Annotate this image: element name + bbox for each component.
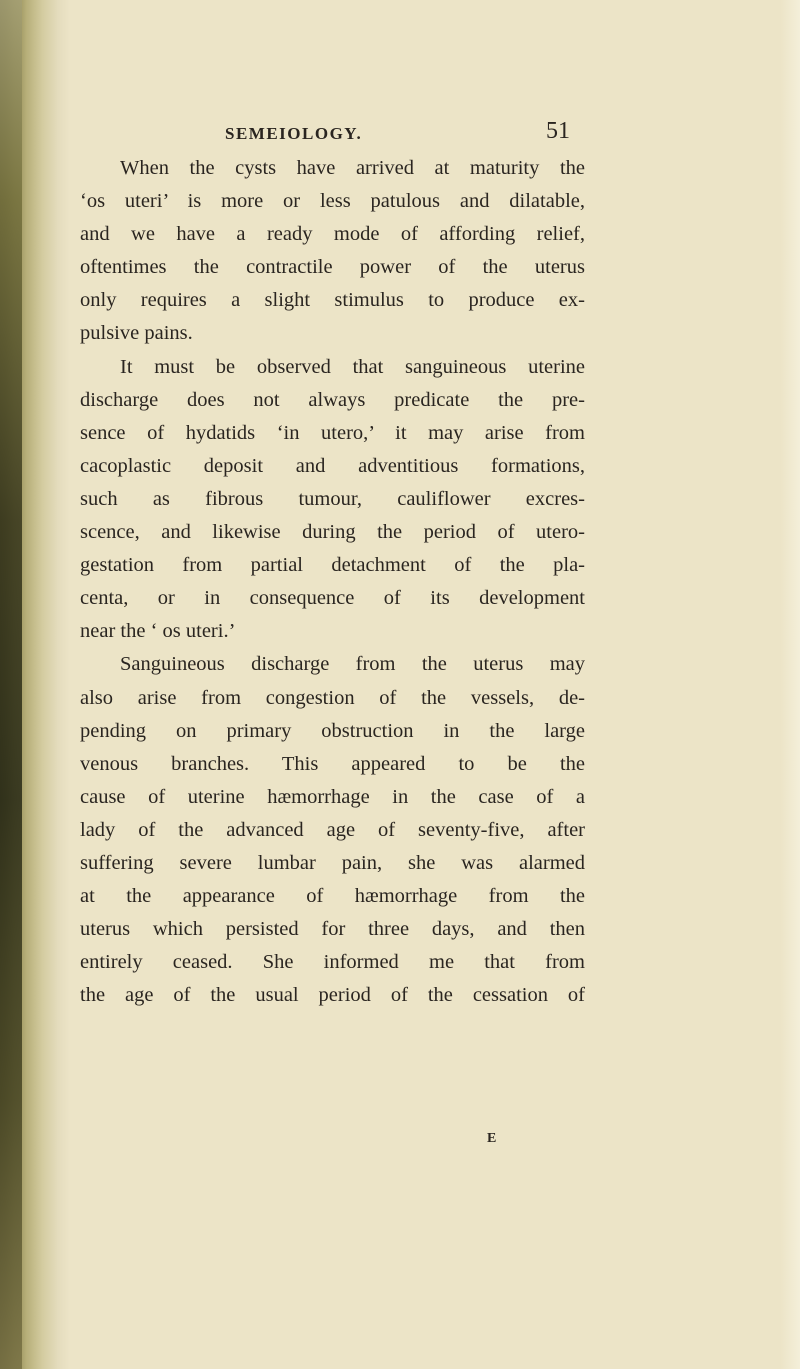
text-line: oftentimes the contractile power of the uterus xyxy=(80,256,585,279)
page-number: 51 xyxy=(546,118,570,144)
text-line: scence, and likewise during the period of utero- xyxy=(80,521,585,544)
text-line: suffering severe lumbar pain, she was alarmed xyxy=(80,851,585,874)
text-line: lady of the advanced age of seventy-five, after xyxy=(80,818,585,841)
text-line: cause of uterine hæmorrhage in the case of a xyxy=(80,785,585,808)
text-line: centa, or in consequence of its development xyxy=(80,587,585,610)
text-line: ‘os uteri’ is more or less patulous and dilatable, xyxy=(80,190,585,213)
text-line: sence of hydatids ‘in utero,’ it may arise from xyxy=(80,421,585,444)
text-line: only requires a slight stimulus to produce ex- xyxy=(80,289,585,312)
signature-mark: E xyxy=(487,1131,497,1146)
text-line: the age of the usual period of the cessation of xyxy=(80,984,585,1007)
text-line: entirely ceased. She informed me that from xyxy=(80,951,585,974)
text-line: at the appearance of hæmorrhage from the xyxy=(80,885,585,908)
body-text xyxy=(80,152,585,1012)
text-line: pending on primary obstruction in the large xyxy=(80,719,585,742)
text-line: venous branches. This appeared to be the xyxy=(80,752,585,775)
binding-edge xyxy=(0,0,22,1369)
text-line: near the ‘ os uteri.’ xyxy=(80,620,236,643)
text-line: uterus which persisted for three days, and then xyxy=(80,918,585,941)
text-line: such as fibrous tumour, cauliflower excres- xyxy=(80,487,585,510)
text-line: gestation from partial detachment of the pla- xyxy=(80,554,585,577)
text-line: pulsive pains. xyxy=(80,322,193,345)
text-line: cacoplastic deposit and adventitious formations, xyxy=(80,454,585,477)
text-line: When the cysts have arrived at maturity the xyxy=(120,157,585,179)
page-header xyxy=(115,118,570,148)
text-line: Sanguineous discharge from the uterus may xyxy=(120,653,585,676)
text-line: It must be observed that sanguineous uterine xyxy=(120,355,585,378)
text-line: also arise from congestion of the vessels, de- xyxy=(80,686,585,709)
text-line: and we have a ready mode of affording relief, xyxy=(80,223,585,246)
text-line: discharge does not always predicate the pre- xyxy=(80,388,585,411)
page-edge xyxy=(780,0,800,1369)
running-head: SEMEIOLOGY. xyxy=(225,124,363,143)
